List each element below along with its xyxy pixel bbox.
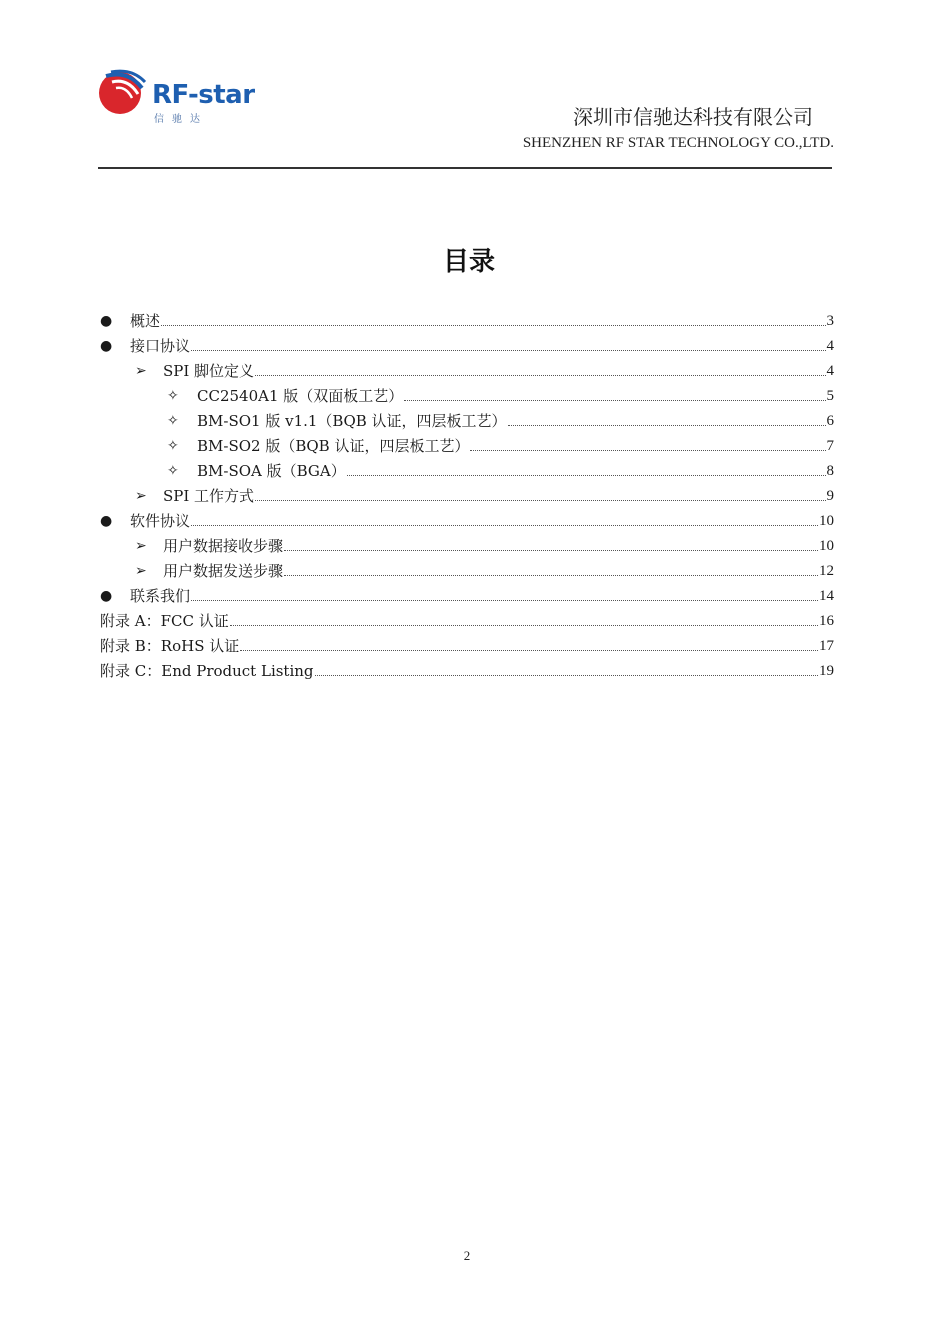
toc-entry[interactable] [100,307,834,331]
toc-entry[interactable] [100,632,834,656]
toc-entry-label: 用户数据接收步骤 [163,537,284,555]
toc-leader-dots [470,450,825,451]
bullet-icon: ● [100,513,113,529]
toc-entry-page: 3 [826,313,834,329]
toc-entry-label: BM-SOA 版（BGA） [197,462,346,480]
toc-entry-page: 17 [819,638,834,654]
star-bullet-icon: ✧ [167,413,179,429]
toc-entry[interactable] [100,332,834,356]
star-bullet-icon: ✧ [167,463,179,479]
toc-entry[interactable] [167,407,834,431]
toc-leader-dots [191,350,825,351]
rf-star-logo-icon [98,66,148,116]
toc-entry-page: 19 [819,663,834,679]
header-divider [98,167,832,169]
toc-entry[interactable] [135,557,834,581]
toc-leader-dots [191,600,818,601]
toc-entry-page: 7 [826,438,834,454]
toc-entry-label: 用户数据发送步骤 [163,562,284,580]
toc-entry-label: 概述 [130,312,161,330]
toc-leader-dots [240,650,818,651]
star-bullet-icon: ✧ [167,388,179,404]
toc-entry-label: 软件协议 [130,512,191,530]
arrow-bullet-icon: ➢ [135,538,147,554]
toc-entry-label: 接口协议 [130,337,191,355]
company-name-chinese: 深圳市信驰达科技有限公司 [573,105,813,129]
star-bullet-icon: ✧ [167,438,179,454]
toc-entry-label: 附录 A：FCC 认证 [100,612,229,630]
toc-leader-dots [315,675,818,676]
toc-leader-dots [284,550,818,551]
toc-entry[interactable] [100,607,834,631]
page-number: 2 [463,1248,471,1263]
toc-entry-page: 4 [826,338,834,354]
toc-leader-dots [347,475,826,476]
toc-entry-label: BM-SO2 版（BQB 认证，四层板工艺） [197,437,470,455]
toc-entry[interactable] [167,382,834,406]
arrow-bullet-icon: ➢ [135,563,147,579]
toc-entry-label: SPI 工作方式 [163,487,255,505]
toc-entry[interactable] [135,532,834,556]
toc-leader-dots [255,500,825,501]
toc-entry[interactable] [167,432,834,456]
toc-leader-dots [255,375,825,376]
toc-entry[interactable] [100,507,834,531]
toc-entry-label: 附录 C：End Product Listing [100,662,314,680]
toc-leader-dots [191,525,818,526]
toc-leader-dots [404,400,825,401]
toc-entry[interactable] [100,582,834,606]
toc-entry-page: 4 [826,363,834,379]
toc-entry-label: CC2540A1 版（双面板工艺） [197,387,404,405]
toc-leader-dots [284,575,818,576]
bullet-icon: ● [100,313,113,329]
toc-title: 目录 [442,247,495,277]
toc-entry-label: 联系我们 [130,587,191,605]
toc-entry-page: 10 [819,538,834,554]
toc-entry[interactable] [135,482,834,506]
bullet-icon: ● [100,588,113,604]
logo-text: RF-star [152,80,255,110]
toc-entry-page: 10 [819,513,834,529]
toc-entry[interactable] [167,457,834,481]
toc-entry-page: 14 [819,588,834,604]
company-logo [98,66,263,130]
toc-entry-page: 5 [826,388,834,404]
arrow-bullet-icon: ➢ [135,363,147,379]
toc-entry-page: 12 [819,563,834,579]
toc-entry-label: 附录 B：RoHS 认证 [100,637,240,655]
toc-entry-page: 6 [826,413,834,429]
toc-entry-page: 9 [826,488,834,504]
toc-entry-label: SPI 脚位定义 [163,362,255,380]
toc-entry-label: BM-SO1 版 v1.1（BQB 认证，四层板工艺） [197,412,507,430]
toc-leader-dots [508,425,826,426]
arrow-bullet-icon: ➢ [135,488,147,504]
toc-entry[interactable] [135,357,834,381]
toc-leader-dots [230,625,818,626]
toc-entry[interactable] [100,657,834,681]
logo-subtitle: 信驰达 [154,114,208,125]
toc-entry-page: 16 [819,613,834,629]
bullet-icon: ● [100,338,113,354]
company-name-english: SHENZHEN RF STAR TECHNOLOGY CO.,LTD. [522,135,834,151]
toc-leader-dots [161,325,825,326]
toc-entry-page: 8 [826,463,834,479]
